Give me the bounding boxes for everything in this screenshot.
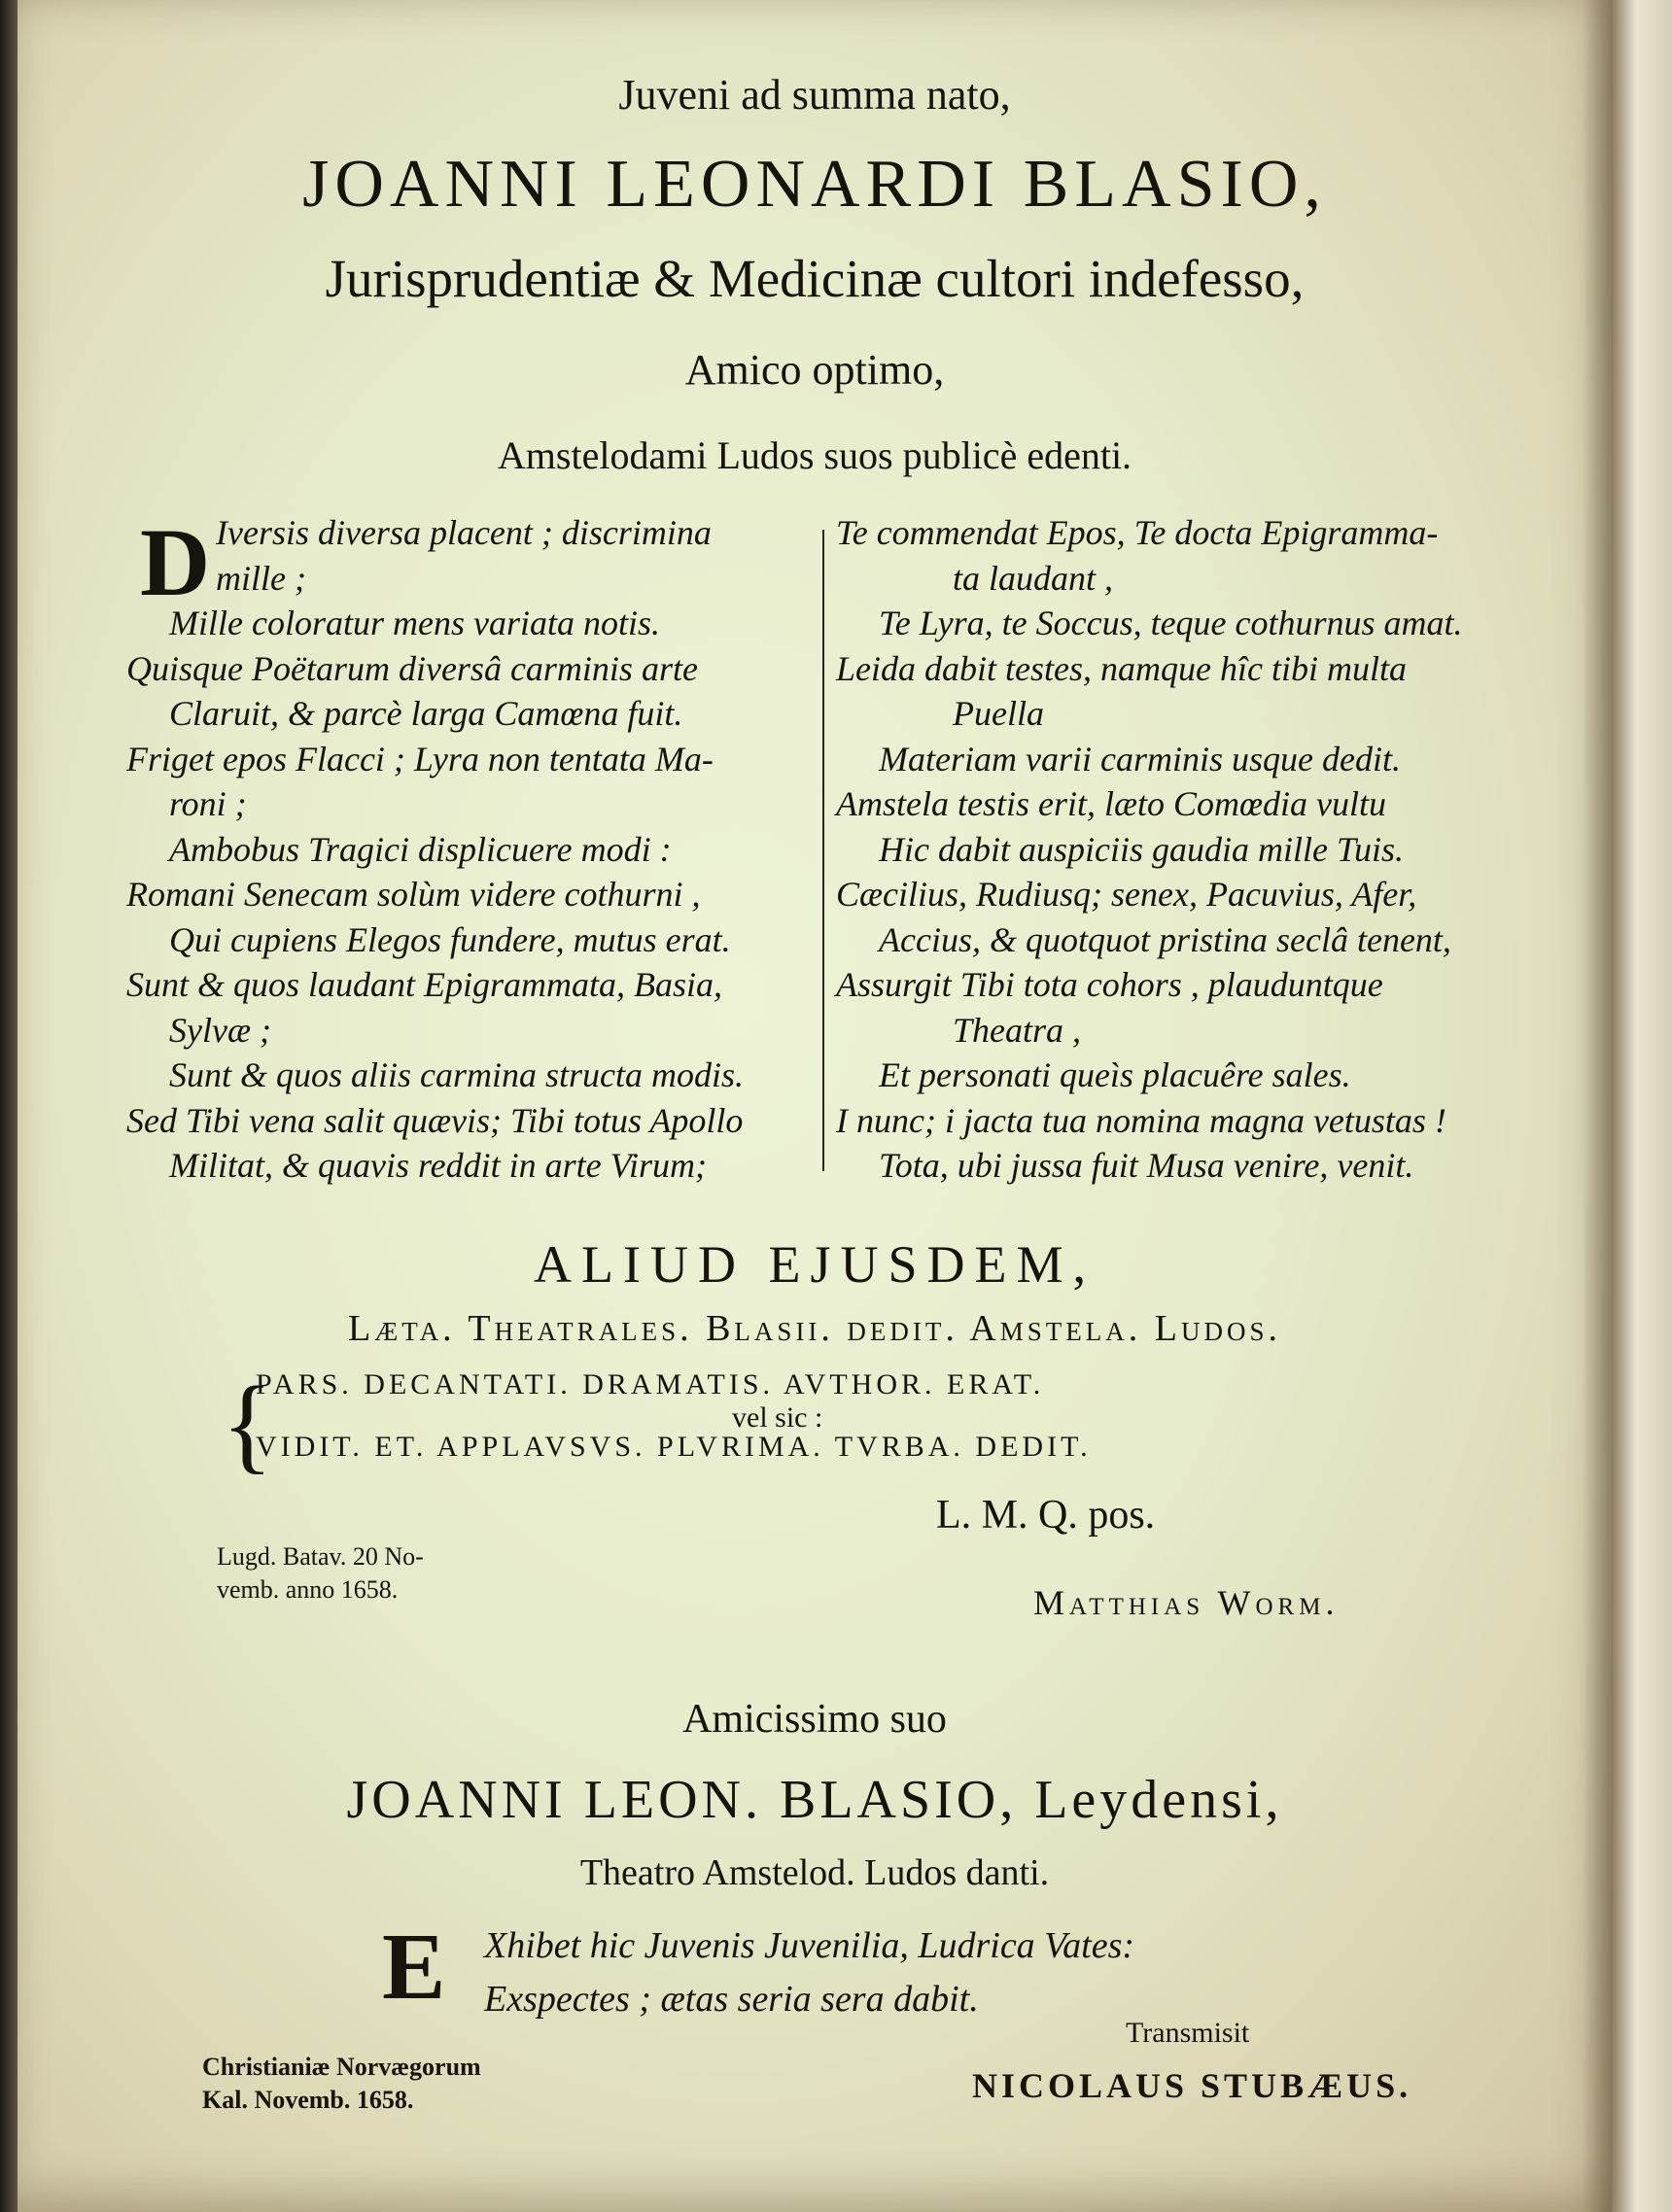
poem	[126, 508, 1507, 1185]
poem-line: Sunt & quos aliis carmina structa modis.	[169, 1055, 745, 1094]
epigram-dropcap: E	[382, 1915, 446, 2020]
epigram-line: Exspectes ; ætas seria sera dabit.	[484, 1979, 979, 2020]
pars-line: PARS. DECANTATI. DRAMATIS. AVTHOR. ERAT.	[256, 1368, 1045, 1400]
theatro-line: Theatro Amstelod. Ludos danti.	[579, 1852, 1050, 1893]
poem-line: ta laudant ,	[953, 558, 1114, 598]
author-stubaeus: NICOLAUS STUBÆUS.	[972, 2066, 1412, 2105]
poem-line: Militat, & quavis reddit in arte Virum;	[169, 1146, 707, 1185]
poem-line: mille ;	[216, 558, 306, 598]
poem-line: Tota, ubi jussa fuit Musa venire, venit.	[879, 1146, 1414, 1185]
poem-line: Romani Senecam solùm videre cothurni ,	[126, 875, 701, 914]
vel-sic-line: vel sic :	[732, 1401, 823, 1434]
poem-line: Leida dabit testes, namque hîc tibi multa	[836, 648, 1407, 688]
dedication-line: Juveni ad summa nato,	[618, 71, 1011, 119]
poem-line: Iversis diversa placent ; discrimina	[216, 513, 712, 552]
dedicatee-description: Jurisprudentiæ & Medicinæ cultori indefesso,	[325, 249, 1305, 308]
transmisit-line: Transmisit	[1126, 2017, 1250, 2049]
place-date-line: Kal. Novemb. 1658.	[202, 2086, 414, 2114]
poem-line: Claruit, & parcè larga Camœna fuit.	[169, 694, 683, 733]
second-dedicatee-name: JOANNI LEON. BLASIO, Leydensi,	[346, 1770, 1283, 1830]
place-date-leiden	[217, 1540, 508, 1607]
poem-line: I nunc; i jacta tua nomina magna vetustas !	[836, 1100, 1446, 1140]
amicissimo-line: Amicissimo suo	[682, 1697, 947, 1742]
poem-right-column	[836, 510, 1507, 1189]
place-date-line: Lugd. Batav. 20 No-	[217, 1542, 424, 1571]
amico-line: Amico optimo,	[684, 346, 945, 394]
poem-line: Materiam varii carminis usque dedit.	[879, 739, 1401, 778]
poem-line: Sunt & quos laudant Epigrammata, Basia,	[126, 965, 723, 1004]
poem-line: Sylvæ ;	[169, 1010, 271, 1050]
poem-line: Assurgit Tibi tota cohors , plauduntque	[836, 965, 1383, 1004]
poem-line: Te Lyra, te Soccus, teque cothurnus amat.	[879, 604, 1463, 642]
poem-line: Mille coloratur mens variata notis.	[169, 604, 660, 642]
vidit-line: VIDIT. ET. APPLAVSVS. PLVRIMA. TVRBA. DEDIT.	[256, 1431, 1092, 1463]
poem-line: Ambobus Tragici displicuere modi :	[169, 829, 672, 869]
poem-line: roni ;	[169, 784, 247, 823]
poem-line: Amstela testis erit, læto Comœdia vultu	[836, 784, 1386, 823]
poem-line: Theatra ,	[953, 1010, 1082, 1050]
poem-line: Puella	[953, 694, 1044, 733]
place-date-line: Christianiæ Norvægorum	[202, 2053, 481, 2081]
place-date-christiania	[202, 2051, 552, 2117]
aliud-heading: ALIUD EJUSDEM,	[534, 1235, 1096, 1294]
poem-line: Quisque Poëtarum diversâ carminis arte	[126, 648, 698, 688]
poem-line: Sed Tibi vena salit quævis; Tibi totus Apollo	[126, 1100, 744, 1140]
brace-symbol: {	[222, 1365, 273, 1483]
laeta-line: Læta. Theatrales. Blasii. dedit. Amstela. Ludos.	[348, 1308, 1281, 1349]
poem-line: Cæcilius, Rudiusq; senex, Pacuvius, Afer,	[836, 875, 1417, 914]
column-divider	[822, 530, 824, 1171]
author-worm: Matthias Worm.	[1033, 1583, 1340, 1622]
gutter-shadow	[1583, 0, 1612, 2212]
amstelodami-line: Amstelodami Ludos suos publicè edenti.	[497, 433, 1132, 477]
poem-line: Friget epos Flacci ; Lyra non tentata Ma-	[126, 739, 714, 778]
poem-left-column	[126, 510, 826, 1189]
poem-line: Hic dabit auspiciis gaudia mille Tuis.	[879, 829, 1405, 869]
poem-line: Accius, & quotquot pristina seclâ tenent,	[879, 919, 1451, 959]
poem-dropcap: D	[140, 508, 211, 616]
book-left-edge	[0, 0, 17, 2212]
next-page-edge	[1612, 0, 1672, 2212]
poem-line: Te commendat Epos, Te docta Epigramma-	[836, 513, 1439, 552]
poem-line: Et personati queìs placuêre sales.	[879, 1055, 1351, 1094]
epigram-line: Xhibet hic Juvenis Juvenilia, Ludrica Vates:	[484, 1925, 1135, 1966]
lmq-line: L. M. Q. pos.	[936, 1493, 1156, 1538]
dedicatee-name: JOANNI LEONARDI BLASIO,	[302, 147, 1327, 222]
place-date-line: vemb. anno 1658.	[217, 1575, 399, 1604]
book-page	[17, 0, 1612, 2212]
poem-line: Qui cupiens Elegos fundere, mutus erat.	[169, 919, 731, 959]
